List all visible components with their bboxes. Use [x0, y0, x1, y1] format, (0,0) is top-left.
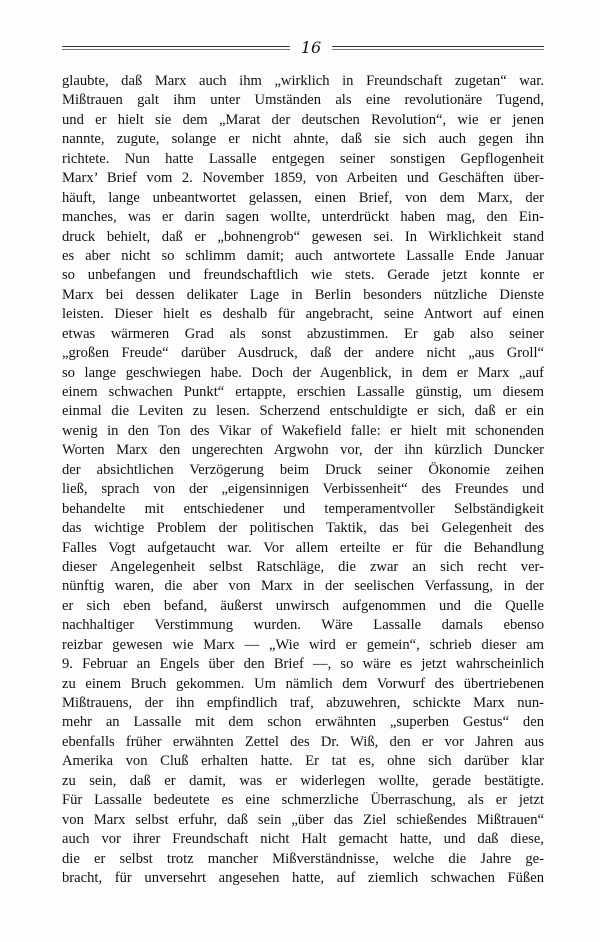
- body-text: [62, 72, 544, 888]
- text-line: glaubte, daß Marx auch ihm „wirklich in Freundschaft zugetan“ war.: [62, 73, 544, 89]
- text-line: nünftig waren, die aber von Marx in der seelischen Verfassung, in der: [62, 578, 544, 595]
- text-line: nannte, zugute, solange er nicht ahnte, daß sie sich auch gegen ihn: [62, 131, 544, 148]
- text-line: ebenfalls früher erwähnten Zettel des Dr. Wiß, den er vor Jahren aus: [62, 733, 544, 750]
- text-line: zu einem Bruch gekommen. Um nämlich dem Vorwurf des übertriebenen: [62, 675, 544, 692]
- text-line: auch vor ihrer Freundschaft nicht Halt gemacht hatte, und daß diese,: [62, 831, 544, 848]
- text-line: 9. Februar an Engels über den Brief —, so wäre es jetzt wahrscheinlich: [62, 656, 544, 673]
- text-line: häuft, lange unbeantwortet gelassen, einen Brief, von dem Marx, der: [62, 189, 544, 206]
- header-rule-right: [332, 46, 544, 53]
- text-line: reizbar gewesen wie Marx — „Wie wird er gemein“, schrieb dieser am: [62, 636, 544, 653]
- text-line: nachhaltiger Verstimmung wurden. Wäre Lassalle damals ebenso: [62, 617, 544, 634]
- text-line: die er selbst trotz mancher Mißverständnisse, welche die Jahre ge-: [62, 850, 544, 867]
- text-line: etwas wärmeren Grad als sonst abzustimmen. Er gab also seiner: [62, 325, 544, 342]
- text-line: Marx’ Brief vom 2. November 1859, von Arbeiten und Geschäften über-: [62, 170, 544, 187]
- text-line: der absichtlichen Verzögerung beim Druck seiner Ökonomie zeihen: [62, 461, 544, 478]
- text-line: richtete. Nun hatte Lassalle entgegen seiner sonstigen Gepflogenheit: [62, 150, 544, 167]
- text-line: leisten. Dieser hielt es deshalb für angebracht, seine Antwort auf einen: [62, 306, 544, 323]
- text-line: bracht, für unversehrt angesehen hatte, auf ziemlich schwachen Füßen: [62, 869, 544, 886]
- text-line: Marx bei dessen delikater Lage in Berlin besonders nützliche Dienste: [62, 286, 544, 303]
- text-line: das wichtige Problem der politischen Taktik, das bei Gelegenheit des: [62, 520, 544, 537]
- text-line: „großen Freude“ darüber Ausdruck, daß der andere nicht „aus Groll“: [62, 345, 544, 362]
- text-line: Mißtrauen galt ihm unter Umständen als eine revolutionäre Tugend,: [62, 92, 544, 109]
- text-line: wenig in den Ton des Vikar of Wakefield falle: er hielt mit schonenden: [62, 422, 544, 439]
- text-line: zu sein, daß er damit, was er widerlegen wollte, gerade bestätigte.: [62, 772, 544, 789]
- text-line: und er hielt sie dem „Marat der deutschen Revolution“, wie er jenen: [62, 111, 544, 128]
- text-line: einmal die Leviten zu lesen. Scherzend entschuldigte er sich, daß er ein: [62, 403, 544, 420]
- text-line: so unbefangen und freundschaftlich wie stets. Gerade jetzt konnte er: [62, 267, 544, 284]
- text-line: Falles Vogt aufgetaucht war. Vor allem erteilte er für die Behandlung: [62, 539, 544, 556]
- text-line: so lange geschwiegen habe. Doch der Augenblick, in dem er Marx „auf: [62, 364, 544, 381]
- text-line: druck behielt, daß er „bohnengrob“ gewesen sei. In Wirklichkeit stand: [62, 228, 544, 245]
- text-line: ließ, sprach von der „eigensinnigen Verbissenheit“ des Freundes und: [62, 481, 544, 498]
- text-line: manches, was er darin sagen wollte, unterdrückt haben mag, den Ein-: [62, 209, 544, 226]
- text-line: Amerika von Cluß erhalten hatte. Er tat es, ohne sich darüber klar: [62, 753, 544, 770]
- running-header: [62, 38, 544, 66]
- text-line: Mißtrauens, der ihn empfindlich traf, abzuwehren, schickte Marx nun-: [62, 695, 544, 711]
- text-line: dieser Angelegenheit selbst Ratschläge, die zwar an sich recht ver-: [62, 558, 544, 575]
- text-line: Für Lassalle bedeutete es eine schmerzliche Überraschung, als er jetzt: [62, 792, 544, 809]
- text-line: Worten Marx den ungerechten Argwohn vor, der ihn kürzlich Duncker: [62, 442, 544, 459]
- text-line: von Marx selbst erfuhr, daß sein „über das Ziel schießendes Mißtrauen“: [62, 811, 544, 828]
- text-line: einem schwachen Punkt“ ertappte, erschien Lassalle günstig, um diesem: [62, 384, 544, 400]
- text-line: behandelte mit entschiedener und temperamentvoller Selbständigkeit: [62, 500, 544, 517]
- text-line: er sich eben befand, äußerst unwirsch aufgenommen und die Quelle: [62, 597, 544, 614]
- text-line: mehr an Lassalle mit dem schon erwähnten „superben Gestus“ den: [62, 714, 544, 731]
- header-rule-left: [62, 46, 290, 53]
- page-number: 16: [300, 38, 322, 57]
- text-line: es aber nicht so schlimm damit; auch antwortete Lassalle Ende Januar: [62, 247, 544, 264]
